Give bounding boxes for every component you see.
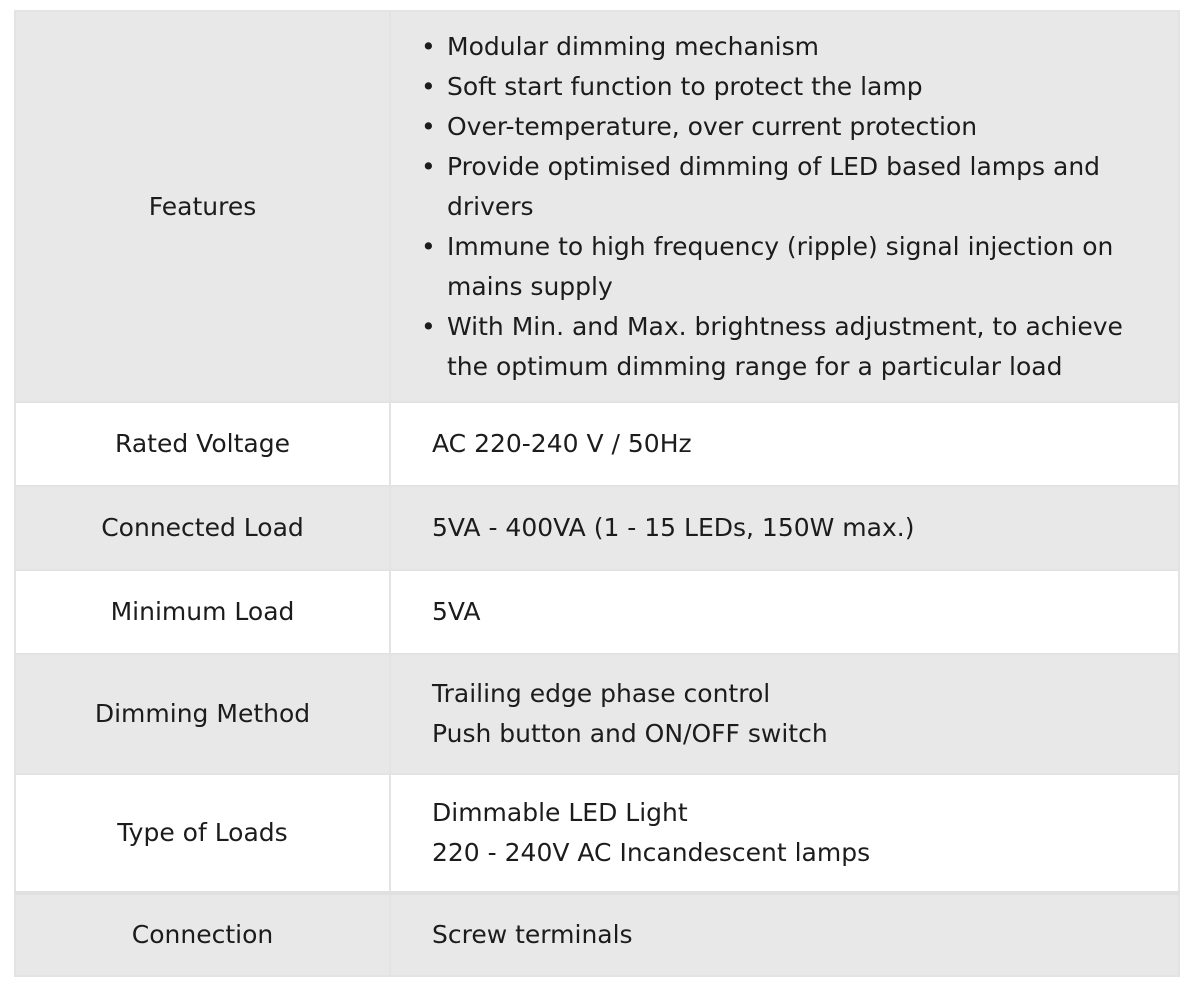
spec-row-connected-load [15, 486, 1179, 570]
feature-item: • Over-temperature, over current protection [419, 107, 1158, 147]
spec-value-line: AC 220-240 V / 50Hz [432, 429, 692, 458]
spec-row-connection [15, 893, 1179, 976]
spec-value [390, 486, 1179, 570]
spec-value-line: Screw terminals [432, 920, 633, 949]
spec-value-line: Dimmable LED Light [432, 798, 688, 827]
spec-value-line: 220 - 240V AC Incandescent lamps [432, 838, 871, 867]
spec-value-line: Push button and ON/OFF switch [432, 719, 828, 748]
spec-value-line: 5VA [432, 597, 481, 626]
spec-label: Features [15, 11, 390, 402]
spec-value [390, 570, 1179, 654]
feature-item: • Modular dimming mechanism [419, 27, 1158, 67]
feature-item: • Soft start function to protect the lamp [419, 67, 1158, 107]
spec-row-dimming-method [15, 654, 1179, 774]
spec-value [390, 402, 1179, 486]
spec-label: Connection [15, 893, 390, 976]
spec-value-line: 5VA - 400VA (1 - 15 LEDs, 150W max.) [432, 513, 915, 542]
spec-value-line: Trailing edge phase control [432, 679, 771, 708]
spec-value [390, 11, 1179, 402]
spec-value [390, 654, 1179, 774]
spec-row-features [15, 11, 1179, 402]
specifications-table [14, 10, 1180, 977]
feature-item: • Provide optimised dimming of LED based lamps and drivers [419, 147, 1158, 227]
spec-row-rated-voltage [15, 402, 1179, 486]
spec-value [390, 893, 1179, 976]
feature-item: • With Min. and Max. brightness adjustment, to achieve the optimum dimming range for a particular load [419, 307, 1158, 387]
spec-label: Type of Loads [15, 774, 390, 893]
spec-row-minimum-load [15, 570, 1179, 654]
feature-item: • Immune to high frequency (ripple) signal injection on mains supply [419, 227, 1158, 307]
spec-label: Connected Load [15, 486, 390, 570]
feature-list [419, 27, 1158, 387]
spec-value [390, 774, 1179, 893]
spec-row-type-of-loads [15, 774, 1179, 893]
spec-label: Dimming Method [15, 654, 390, 774]
spec-label: Rated Voltage [15, 402, 390, 486]
spec-label: Minimum Load [15, 570, 390, 654]
